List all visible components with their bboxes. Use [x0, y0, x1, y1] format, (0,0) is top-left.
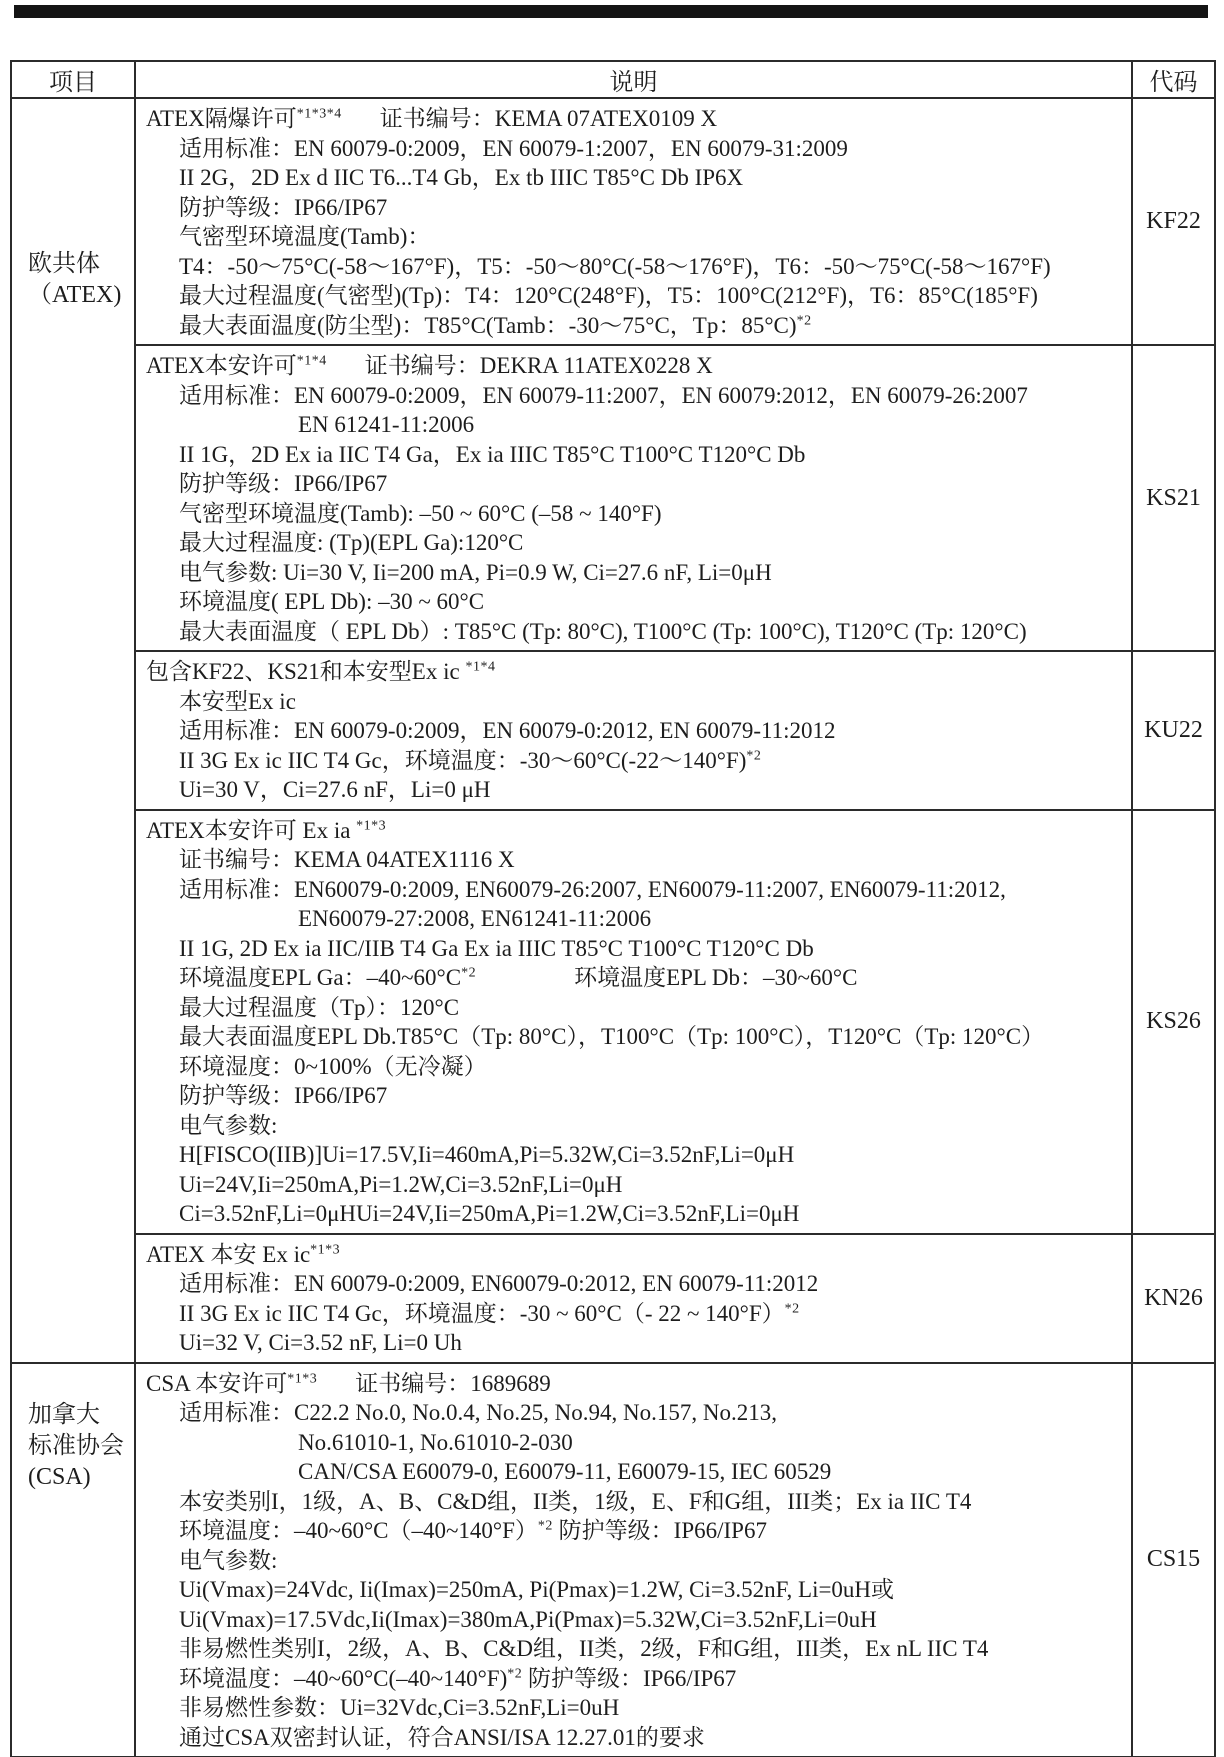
description-line: [146, 1081, 1125, 1111]
text-segment: 适用标准：EN60079-0:2009, EN60079-26:2007, EN60079-11:2007, EN60079-11:2012,: [179, 876, 1006, 902]
text-segment: EN60079-27:2008, EN61241-11:2006: [298, 906, 652, 931]
description-line: [146, 1328, 1125, 1358]
text-segment: ATEX本安许可 Ex ia: [146, 817, 357, 843]
description-line: [146, 469, 1125, 499]
table-row-ks21: [11, 345, 1215, 651]
text-segment: 防护等级：IP66/IP67: [552, 1518, 767, 1543]
description-cell-kf22: [135, 98, 1132, 345]
header-row: [11, 61, 1215, 98]
description-line: [146, 1398, 1125, 1428]
text-segment: CAN/CSA E60079-0, E60079-11, E60079-15, IEC 60529: [298, 1459, 832, 1484]
description-line: [146, 499, 1125, 529]
description-line: [146, 746, 1125, 776]
description-line: [146, 963, 1125, 993]
table-row-ks26: [11, 810, 1215, 1234]
text-segment: 防护等级：IP66/IP67: [179, 471, 388, 496]
description-line: [146, 1299, 1125, 1329]
item-cell-atex: [11, 98, 135, 1363]
text-segment: 通过CSA双密封认证，符合ANSI/ISA 12.27.01的要求: [179, 1724, 705, 1750]
text-segment: 环境温度：–40~60°C(–40~140°F): [179, 1665, 508, 1691]
description-line: [146, 716, 1125, 746]
description-line: [146, 1723, 1125, 1753]
text-segment: 环境温度EPL Db：–30~60°C: [574, 965, 858, 990]
description-line: [146, 1487, 1125, 1517]
text-segment: 本安型Ex ic: [179, 688, 296, 714]
text-segment: Ui=30 V，Ci=27.6 nF，Li=0 μH: [179, 777, 491, 802]
text-segment: No.61010-1, No.61010-2-030: [298, 1429, 573, 1455]
text-segment: 最大表面温度（ EPL Db）: T85°C (Tp: 80°C), T100°C (Tp: 100°C), T120°C (Tp: 120°C): [179, 618, 1027, 644]
description-line: [146, 222, 1125, 252]
col-header-code: 代码: [1132, 61, 1215, 98]
text-segment: 非易燃性参数：Ui=32Vdc,Ci=3.52nF,Li=0uH: [179, 1695, 620, 1720]
description-line: [146, 875, 1125, 905]
text-segment: 环境温度EPL Ga：–40~60°C: [179, 965, 462, 990]
text-segment: 适用标准：EN 60079-0:2009，EN 60079-0:2012, EN 60079-11:2012: [179, 718, 836, 743]
description-line: [146, 657, 1125, 687]
text-segment: 证书编号：DEKRA 11ATEX0228 X: [364, 353, 713, 378]
text-segment: ATEX隔爆许可: [146, 106, 297, 131]
description-line: [146, 587, 1125, 617]
text-segment: ATEX本安许可: [146, 353, 297, 378]
description-line: [146, 1693, 1125, 1723]
description-cell-cs15: [135, 1363, 1132, 1757]
description-line: [146, 440, 1125, 470]
description-line: [146, 1111, 1125, 1141]
col-header-description: 说明: [135, 61, 1132, 98]
footnote-marker: *1*3: [310, 1241, 341, 1257]
description-cell-ks26: [135, 810, 1132, 1234]
description-line: [146, 1240, 1125, 1270]
text-segment: II 3G Ex ic IIC T4 Gc，环境温度：-30 ~ 60°C（- 22 ~ 140°F）: [179, 1300, 785, 1326]
item-label-line: 加拿大: [28, 1401, 100, 1428]
certification-table: [10, 60, 1216, 1757]
description-line: [146, 816, 1125, 846]
table-row-kn26: [11, 1234, 1215, 1363]
code-cell-kn26: KN26: [1132, 1234, 1215, 1363]
code-cell-ks26: KS26: [1132, 810, 1215, 1234]
description-line: [146, 193, 1125, 223]
text-segment: 电气参数: Ui=30 V, Ii=200 mA, Pi=0.9 W, Ci=27.6 nF, Li=0μH: [179, 559, 772, 585]
description-line: [146, 1052, 1125, 1082]
text-segment: II 1G, 2D Ex ia IIC/IIB T4 Ga Ex ia IIIC T85°C T100°C T120°C Db: [179, 935, 814, 961]
description-line: [146, 410, 1125, 440]
item-label-line: 欧共体: [28, 251, 100, 277]
text-segment: Ci=3.52nF,Li=0μHUi=24V,Ii=250mA,Pi=1.2W,Ci=3.52nF,Li=0μH: [179, 1201, 800, 1226]
code-cell-ks21: KS21: [1132, 345, 1215, 651]
text-segment: 电气参数:: [179, 1547, 278, 1573]
description-line: [146, 311, 1125, 341]
code-cell-ku22: KU22: [1132, 651, 1215, 810]
description-line: [146, 381, 1125, 411]
description-line: [146, 104, 1125, 134]
description-line: [146, 934, 1125, 964]
text-segment: 电气参数:: [179, 1112, 278, 1138]
description-line: [146, 1634, 1125, 1664]
footnote-marker: *2: [537, 1518, 553, 1534]
footnote-marker: *1*4: [465, 659, 496, 675]
text-segment: 本安类别I，1级，A、B、C&D组，II类，1级，E、F和G组，III类；Ex ia IIC T4: [179, 1488, 972, 1514]
description-line: [146, 1575, 1125, 1605]
footnote-marker: *2: [784, 1300, 800, 1316]
text-segment: 证书编号：KEMA 07ATEX0109 X: [379, 106, 718, 131]
description-line: [146, 1269, 1125, 1299]
table-row-kf22: [11, 98, 1215, 345]
text-segment: 环境湿度：0~100%（无冷凝）: [179, 1053, 487, 1079]
description-line: [146, 351, 1125, 381]
footnote-marker: *1*3: [356, 817, 387, 833]
col-header-item: 项目: [11, 61, 135, 98]
text-segment: 适用标准：EN 60079-0:2009，EN 60079-1:2007，EN 60079-31:2009: [179, 135, 848, 161]
description-line: [146, 1022, 1125, 1052]
text-segment: 非易燃性类别I，2级，A、B、C&D组，II类，2级，F和G组，III类，Ex nL IIC T4: [179, 1636, 989, 1661]
footnote-marker: *2: [507, 1665, 523, 1681]
text-segment: 包含KF22、KS21和本安型Ex ic: [146, 659, 466, 684]
table-row-cs15: [11, 1363, 1215, 1757]
item-label-line: (CSA): [28, 1463, 91, 1490]
description-cell-kn26: [135, 1234, 1132, 1363]
description-line: [146, 528, 1125, 558]
description-line: [146, 1428, 1125, 1458]
table-body: [11, 98, 1215, 1757]
text-segment: Ui(Vmax)=24Vdc, Ii(Imax)=250mA, Pi(Pmax)=1.2W, Ci=3.52nF, Li=0uH或: [179, 1577, 895, 1602]
item-label-line: （ATEX): [28, 282, 122, 308]
text-segment: EN 61241-11:2006: [298, 412, 475, 437]
text-segment: 适用标准：EN 60079-0:2009, EN60079-0:2012, EN 60079-11:2012: [179, 1271, 819, 1296]
footnote-marker: *2: [746, 747, 762, 763]
text-segment: Ui=24V,Ii=250mA,Pi=1.2W,Ci=3.52nF,Li=0μH: [179, 1171, 623, 1197]
text-segment: II 2G，2D Ex d IIC T6...T4 Gb，Ex tb IIIC T85°C Db IP6X: [179, 165, 744, 190]
description-line: [146, 1369, 1125, 1399]
footnote-marker: *1*3: [287, 1370, 318, 1386]
text-segment: 环境温度：–40~60°C（–40~140°F）: [179, 1518, 538, 1543]
text-segment: Ui(Vmax)=17.5Vdc,Ii(Imax)=380mA,Pi(Pmax)=5.32W,Ci=3.52nF,Li=0uH: [179, 1606, 877, 1632]
text-segment: 防护等级：IP66/IP67: [179, 194, 388, 220]
text-segment: CSA 本安许可: [146, 1370, 288, 1396]
text-segment: II 1G，2D Ex ia IIC T4 Ga，Ex ia IIIC T85°C T100°C T120°C Db: [179, 441, 806, 467]
code-cell-kf22: KF22: [1132, 98, 1215, 345]
description-line: [146, 1605, 1125, 1635]
text-segment: 最大过程温度: (Tp)(EPL Ga):120°C: [179, 530, 524, 555]
description-cell-ku22: [135, 651, 1132, 810]
description-line: [146, 1140, 1125, 1170]
footnote-marker: *2: [461, 965, 477, 981]
description-line: [146, 687, 1125, 717]
text-segment: 适用标准：EN 60079-0:2009，EN 60079-11:2007，EN 60079:2012，EN 60079-26:2007: [179, 382, 1028, 408]
table-row-ku22: [11, 651, 1215, 810]
description-line: [146, 163, 1125, 193]
text-segment: T4：-50～75°C(-58～167°F)，T5：-50～80°C(-58～176°F)，T6：-50～75°C(-58～167°F): [179, 253, 1051, 279]
text-segment: 最大过程温度(气密型)(Tp)：T4：120°C(248°F)，T5：100°C(212°F)，T6：85°C(185°F): [179, 283, 1038, 308]
text-segment: II 3G Ex ic IIC T4 Gc，环境温度：-30～60°C(-22～140°F): [179, 747, 747, 773]
description-line: [146, 1170, 1125, 1200]
description-line: [146, 775, 1125, 805]
description-line: [146, 1457, 1125, 1487]
text-segment: 证书编号：KEMA 04ATEX1116 X: [179, 847, 515, 872]
description-line: [146, 845, 1125, 875]
item-label-line: 标准协会: [28, 1432, 124, 1459]
text-segment: 适用标准：C22.2 No.0, No.0.4, No.25, No.94, No.157, No.213,: [179, 1400, 777, 1425]
text-segment: 防护等级：IP66/IP67: [179, 1083, 388, 1108]
footnote-marker: *1*4: [296, 353, 327, 369]
description-line: [146, 252, 1125, 282]
description-line: [146, 904, 1125, 934]
top-rule: [14, 5, 1208, 18]
text-segment: 最大表面温度(防尘型)：T85°C(Tamb：-30～75°C，Tp：85°C): [179, 312, 797, 338]
description-cell-ks21: [135, 345, 1132, 651]
description-line: [146, 1664, 1125, 1694]
description-line: [146, 558, 1125, 588]
text-segment: Ui=32 V, Ci=3.52 nF, Li=0 Uh: [179, 1330, 462, 1355]
description-line: [146, 281, 1125, 311]
footnote-marker: *2: [796, 312, 812, 328]
description-line: [146, 617, 1125, 647]
text-segment: H[FISCO(IIB)]Ui=17.5V,Ii=460mA,Pi=5.32W,Ci=3.52nF,Li=0μH: [179, 1142, 795, 1167]
text-segment: 证书编号：1689689: [355, 1370, 551, 1396]
text-segment: 气密型环境温度(Tamb): –50 ~ 60°C (–58 ~ 140°F): [179, 500, 662, 526]
code-cell-cs15: CS15: [1132, 1363, 1215, 1757]
description-line: [146, 993, 1125, 1023]
description-line: [146, 1546, 1125, 1576]
text-segment: ATEX 本安 Ex ic: [146, 1241, 311, 1267]
text-segment: 最大过程温度（Tp）：120°C: [179, 994, 460, 1020]
text-segment: 防护等级：IP66/IP67: [522, 1665, 737, 1691]
description-line: [146, 1199, 1125, 1229]
text-segment: 气密型环境温度(Tamb)：: [179, 224, 431, 249]
description-line: [146, 134, 1125, 164]
text-segment: 环境温度( EPL Db): –30 ~ 60°C: [179, 589, 485, 614]
footnote-marker: *1*3*4: [296, 106, 342, 122]
description-line: [146, 1516, 1125, 1546]
item-cell-csa: [11, 1363, 135, 1757]
text-segment: 最大表面温度EPL Db.T85°C（Tp: 80°C），T100°C（Tp: 100°C），T120°C（Tp: 120°C）: [179, 1024, 1045, 1049]
